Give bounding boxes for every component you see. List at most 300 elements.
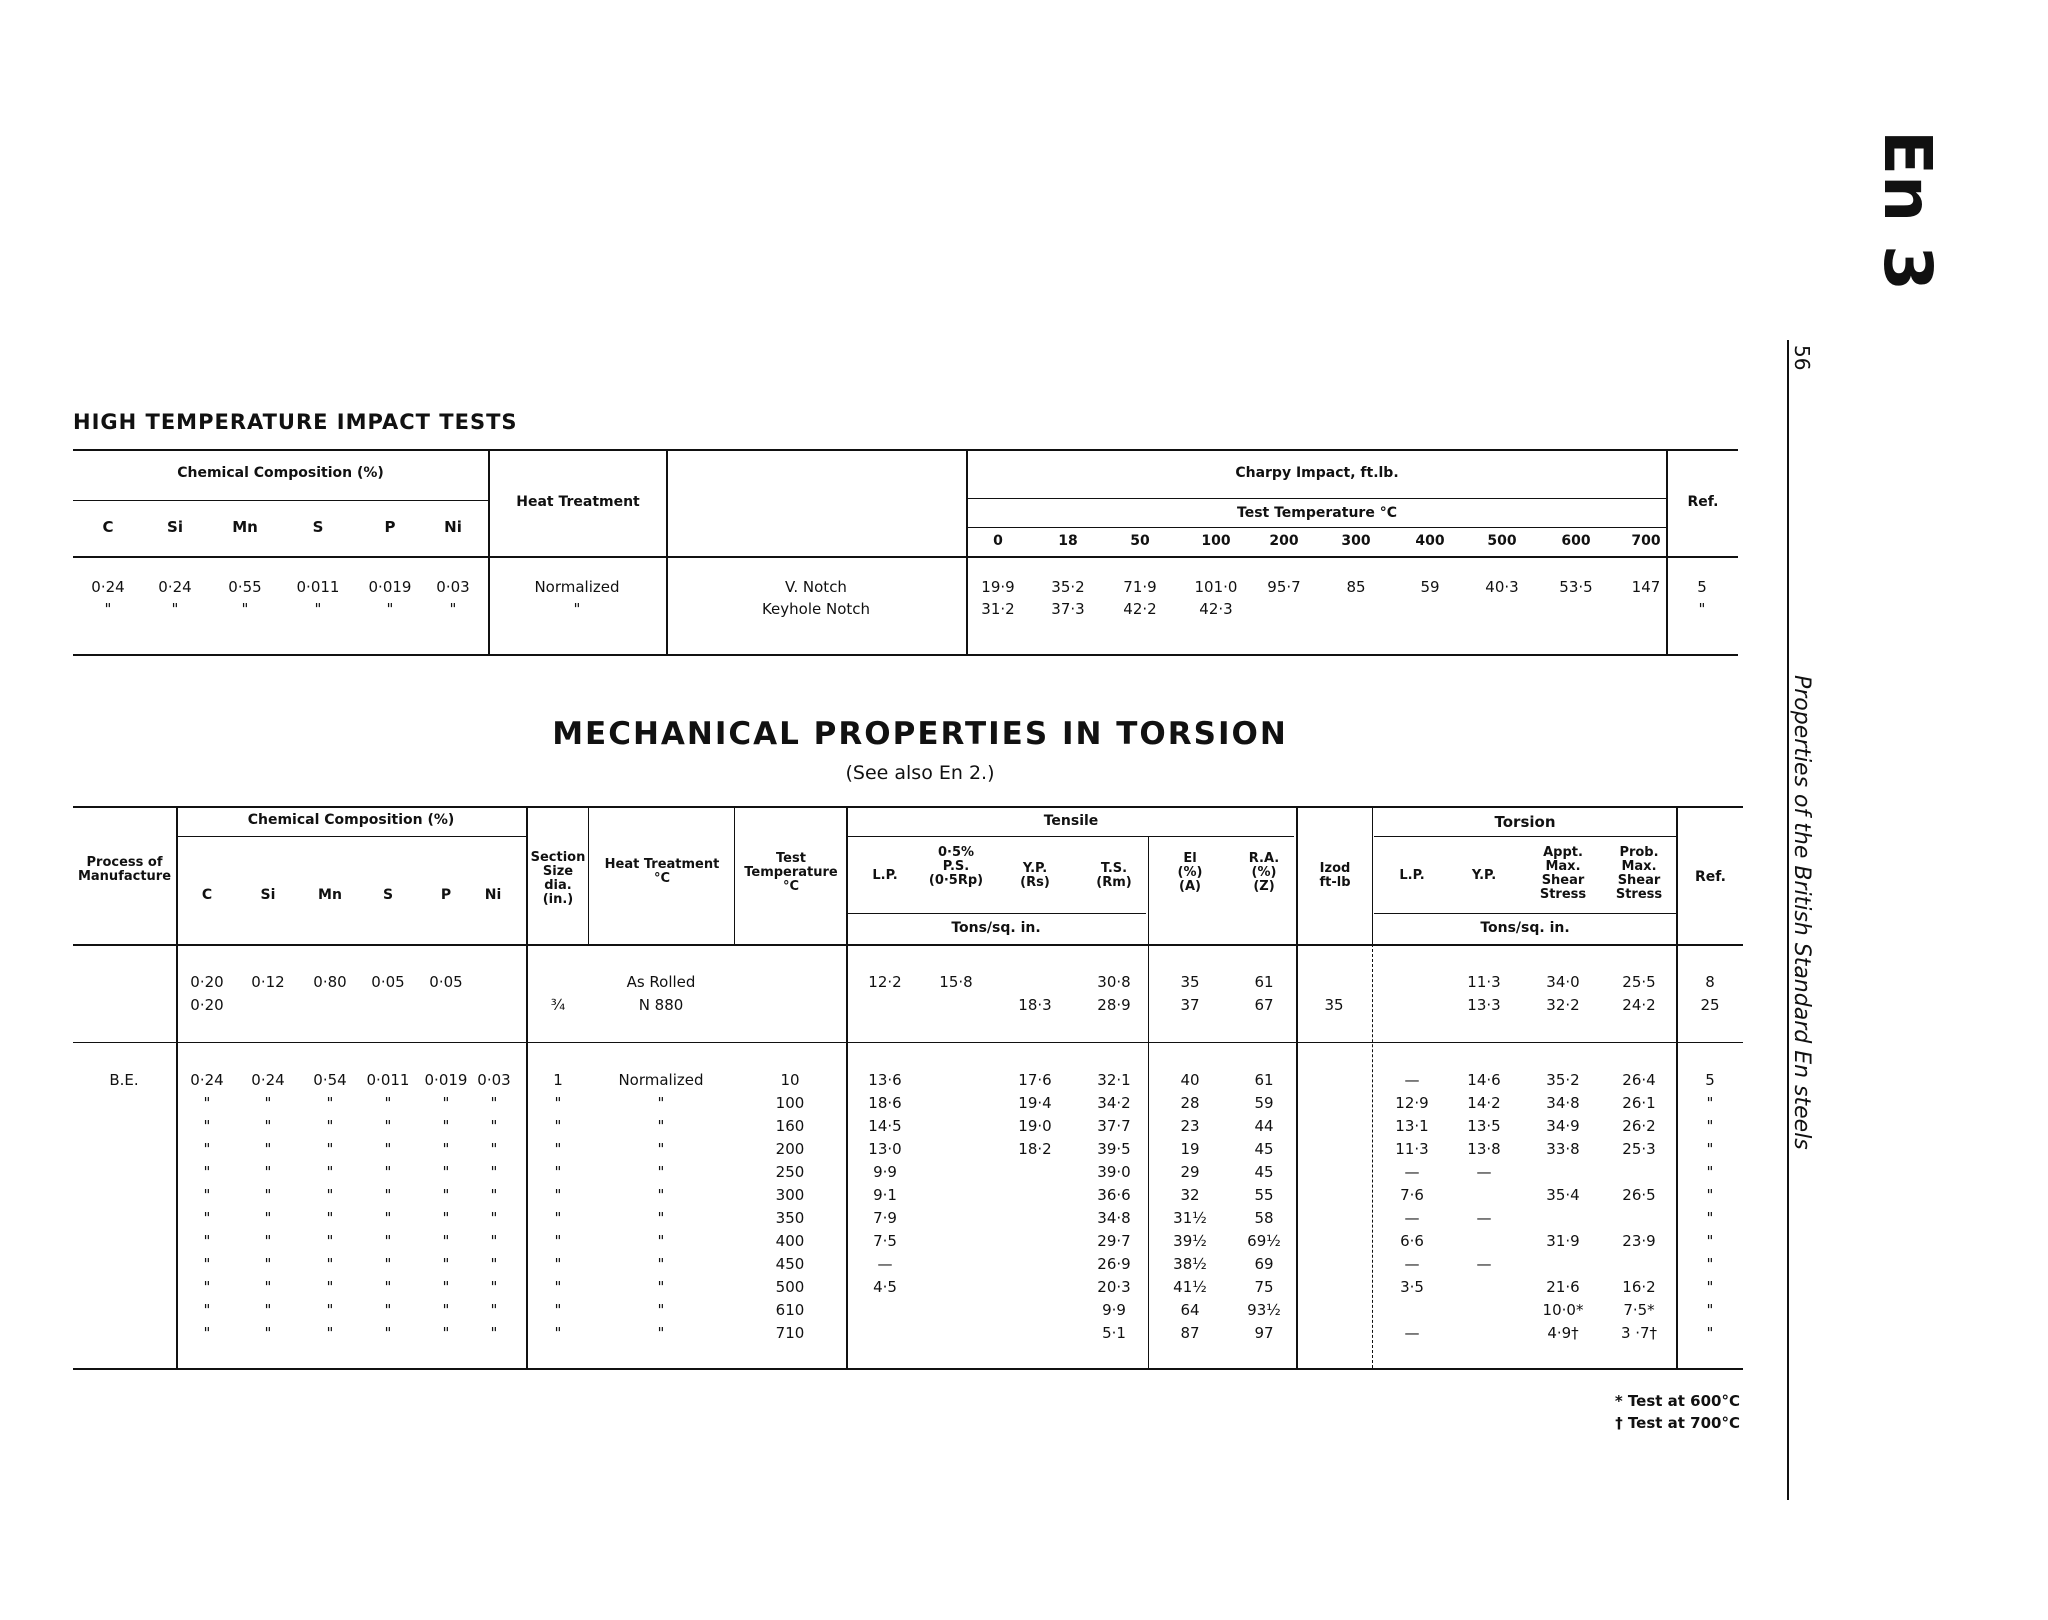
- torsion-cell-sec: ": [554, 1232, 562, 1250]
- torsion-cell-si: ": [264, 1163, 272, 1181]
- torsion-cell-ref: ": [1706, 1255, 1714, 1273]
- torsion-cell-si: ": [264, 1255, 272, 1273]
- torsion-cell-typ: 11·3: [1467, 973, 1501, 991]
- impact-notch-cell: Keyhole Notch: [761, 600, 871, 618]
- hdr-torsion-yp: Y.P.: [1471, 868, 1497, 883]
- torsion-cell-c: 0·24: [190, 1071, 224, 1089]
- torsion-cell-typ: 13·5: [1467, 1117, 1501, 1135]
- torsion-cell-appt: 33·8: [1546, 1140, 1580, 1158]
- torsion-cell-s: ": [384, 1209, 392, 1227]
- torsion-cell-ts: 29·7: [1097, 1232, 1131, 1250]
- hdr-el-mn: Mn: [318, 887, 342, 903]
- torsion-header-rule: [73, 944, 1743, 946]
- torsion-cell-appt: 10·0*: [1542, 1301, 1584, 1319]
- hdr-process: [73, 856, 176, 884]
- hdr-test-temp-1: Test: [776, 851, 806, 866]
- impact-chem-cell: ": [241, 600, 249, 618]
- torsion-cell-p: ": [442, 1117, 450, 1135]
- torsion-cell-tlp: 6·6: [1400, 1232, 1424, 1250]
- torsion-cell-ni: ": [490, 1163, 498, 1181]
- torsion-cell-el: 87: [1180, 1324, 1200, 1342]
- impact-heat-cell: ": [573, 600, 581, 618]
- impact-vline-1: [488, 449, 490, 654]
- hdr-ts: [1086, 862, 1142, 890]
- torsion-cell-c: ": [203, 1117, 211, 1135]
- torsion-cell-typ: 14·6: [1467, 1071, 1501, 1089]
- impact-chem-cell: 0·24: [158, 578, 192, 596]
- torsion-cell-typ: —: [1476, 1209, 1492, 1227]
- torsion-cell-sec: ¾: [550, 996, 566, 1014]
- torsion-cell-sec: 1: [553, 1071, 563, 1089]
- torsion-cell-ra: 59: [1254, 1094, 1274, 1112]
- torsion-cell-ra: 69: [1254, 1255, 1274, 1273]
- torsion-cell-c: ": [203, 1232, 211, 1250]
- torsion-cell-sec: ": [554, 1301, 562, 1319]
- torsion-cell-p: ": [442, 1140, 450, 1158]
- torsion-cell-s: ": [384, 1117, 392, 1135]
- impact-temp-400: 400: [1415, 533, 1445, 549]
- impact-chem-cell: 0·019: [368, 578, 412, 596]
- torsion-cell-tlp: —: [1404, 1071, 1420, 1089]
- hdr-torsion-lp: L.P.: [1399, 868, 1425, 883]
- torsion-cell-heat: ": [657, 1209, 665, 1227]
- torsion-cell-lp: 14·5: [868, 1117, 902, 1135]
- impact-charpy-header: Charpy Impact, ft.lb.: [1235, 465, 1399, 481]
- torsion-cell-p: 0·019: [424, 1071, 468, 1089]
- hdr-el-s: S: [382, 887, 394, 903]
- hdr-prob-4: Stress: [1615, 887, 1663, 902]
- torsion-cell-si: 0·12: [251, 973, 285, 991]
- torsion-cell-izod: 35: [1324, 996, 1344, 1014]
- hdr-ts-2: (Rm): [1096, 875, 1132, 890]
- hdr-heat: [590, 858, 734, 886]
- torsion-cell-ref: ": [1706, 1209, 1714, 1227]
- torsion-cell-ts: 39·5: [1097, 1140, 1131, 1158]
- hdr-section-1: Section: [530, 850, 586, 865]
- hdr-ps: [918, 846, 994, 888]
- torsion-cell-ni: ": [490, 1117, 498, 1135]
- torsion-cell-tlp: 13·1: [1395, 1117, 1429, 1135]
- torsion-cell-mn: ": [326, 1278, 334, 1296]
- torsion-cell-lp: 4·5: [873, 1278, 897, 1296]
- torsion-cell-sec: ": [554, 1094, 562, 1112]
- impact-value-cell: 85: [1346, 578, 1366, 596]
- hdr-el-si: Si: [260, 887, 276, 903]
- hdr-el-ni: Ni: [484, 887, 502, 903]
- torsion-cell-ts: 37·7: [1097, 1117, 1131, 1135]
- impact-el-mn: Mn: [232, 518, 258, 536]
- torsion-cell-prob: 24·2: [1622, 996, 1656, 1014]
- hdr-appt: [1530, 846, 1596, 902]
- impact-top-rule: [73, 449, 1738, 451]
- torsion-cell-ni: ": [490, 1186, 498, 1204]
- torsion-cell-heat: As Rolled: [626, 973, 696, 991]
- torsion-vline-prob: [1676, 806, 1678, 1368]
- impact-vline-2: [666, 449, 668, 654]
- hdr-heat-1: Heat Treatment: [604, 857, 720, 872]
- torsion-cell-p: ": [442, 1094, 450, 1112]
- torsion-bottom-rule: [73, 1368, 1743, 1370]
- impact-temp-300: 300: [1341, 533, 1371, 549]
- hdr-ra-1: R.A.: [1248, 851, 1280, 866]
- torsion-cell-ref: ": [1706, 1278, 1714, 1296]
- torsion-cell-temp: 450: [775, 1255, 805, 1273]
- impact-temp-700: 700: [1631, 533, 1661, 549]
- torsion-cell-s: ": [384, 1324, 392, 1342]
- footnote-600: * Test at 600°C: [1614, 1392, 1740, 1410]
- torsion-cell-el: 37: [1180, 996, 1200, 1014]
- impact-el-si: Si: [167, 518, 183, 536]
- torsion-cell-c: 0·20: [190, 996, 224, 1014]
- torsion-cell-heat: ": [657, 1140, 665, 1158]
- hdr-el-3: (A): [1179, 879, 1201, 894]
- torsion-cell-ra: 97: [1254, 1324, 1274, 1342]
- torsion-cell-mn: ": [326, 1186, 334, 1204]
- torsion-cell-sec: ": [554, 1209, 562, 1227]
- torsion-cell-ra: 67: [1254, 996, 1274, 1014]
- impact-heat-header: Heat Treatment: [516, 494, 640, 510]
- torsion-vline-heat: [734, 806, 735, 944]
- torsion-cell-s: ": [384, 1140, 392, 1158]
- impact-value-cell: 101·0: [1194, 578, 1238, 596]
- torsion-cell-ref: ": [1706, 1301, 1714, 1319]
- torsion-cell-heat: ": [657, 1232, 665, 1250]
- impact-charpy-rule: [968, 498, 1666, 499]
- impact-ref-header: Ref.: [1687, 494, 1719, 510]
- torsion-cell-p: ": [442, 1324, 450, 1342]
- impact-vline-4: [1666, 449, 1668, 654]
- hdr-tensile: Tensile: [1043, 813, 1099, 829]
- torsion-cell-s: ": [384, 1186, 392, 1204]
- torsion-cell-tlp: 11·3: [1395, 1140, 1429, 1158]
- torsion-cell-ts: 32·1: [1097, 1071, 1131, 1089]
- impact-chem-cell: 0·24: [91, 578, 125, 596]
- torsion-cell-lp: 12·2: [868, 973, 902, 991]
- torsion-vline-izod-dash: [1372, 944, 1373, 1368]
- torsion-cell-c: ": [203, 1163, 211, 1181]
- hdr-izod: [1298, 862, 1372, 890]
- torsion-cell-s: 0·05: [371, 973, 405, 991]
- torsion-cell-el: 39½: [1173, 1232, 1207, 1250]
- hdr-appt-1: Appt.: [1543, 845, 1583, 860]
- torsion-cell-typ: 14·2: [1467, 1094, 1501, 1112]
- torsion-cell-ts: 9·9: [1102, 1301, 1126, 1319]
- hdr-ps-1: 0·5%: [937, 845, 975, 860]
- impact-temp-100: 100: [1201, 533, 1231, 549]
- torsion-cell-ps: 15·8: [939, 973, 973, 991]
- torsion-cell-mn: ": [326, 1255, 334, 1273]
- torsion-cell-tlp: —: [1404, 1255, 1420, 1273]
- hdr-prob-1: Prob.: [1619, 845, 1659, 860]
- hdr-torsion: Torsion: [1494, 813, 1556, 831]
- torsion-cell-prob: 16·2: [1622, 1278, 1656, 1296]
- torsion-cell-yp: 19·0: [1018, 1117, 1052, 1135]
- torsion-cell-yp: 18·3: [1018, 996, 1052, 1014]
- torsion-cell-c: ": [203, 1301, 211, 1319]
- impact-notch-cell: V. Notch: [785, 578, 847, 596]
- torsion-chem-rule: [176, 836, 526, 837]
- hdr-izod-2: ft-lb: [1319, 875, 1351, 890]
- impact-chem-cell: ": [314, 600, 322, 618]
- torsion-cell-s: 0·011: [366, 1071, 410, 1089]
- torsion-cell-ts: 28·9: [1097, 996, 1131, 1014]
- torsion-cell-temp: 350: [775, 1209, 805, 1227]
- torsion-cell-c: ": [203, 1209, 211, 1227]
- torsion-cell-ni: ": [490, 1278, 498, 1296]
- torsion-vline-section: [588, 806, 589, 944]
- hdr-process-2: Manufacture: [77, 869, 172, 884]
- torsion-cell-ref: ": [1706, 1324, 1714, 1342]
- torsion-cell-lp: —: [877, 1255, 893, 1273]
- impact-chem-cell: ": [104, 600, 112, 618]
- hdr-test-temp-2: Temperature: [744, 865, 838, 880]
- torsion-cell-p: ": [442, 1163, 450, 1181]
- torsion-cell-ra: 69½: [1247, 1232, 1281, 1250]
- torsion-cell-si: ": [264, 1140, 272, 1158]
- torsion-cell-si: ": [264, 1278, 272, 1296]
- impact-chem-header: Chemical Composition (%): [177, 465, 384, 481]
- hdr-appt-2: Max.: [1545, 859, 1581, 874]
- hdr-el-c: C: [201, 887, 213, 903]
- torsion-cell-mn: 0·54: [313, 1071, 347, 1089]
- torsion-vline-temp: [846, 806, 848, 1368]
- hdr-el-p: P: [440, 887, 452, 903]
- impact-chem-cell: 0·55: [228, 578, 262, 596]
- impact-temp-0: 0: [993, 533, 1003, 549]
- torsion-cell-el: 31½: [1173, 1209, 1207, 1227]
- torsion-cell-temp: 100: [775, 1094, 805, 1112]
- impact-heat-cell: Normalized: [534, 578, 620, 596]
- hdr-section: [528, 851, 588, 907]
- torsion-cell-si: ": [264, 1186, 272, 1204]
- torsion-cell-temp: 160: [775, 1117, 805, 1135]
- torsion-cell-tlp: —: [1404, 1209, 1420, 1227]
- impact-value-cell: 40·3: [1485, 578, 1519, 596]
- torsion-cell-appt: 34·9: [1546, 1117, 1580, 1135]
- torsion-cell-mn: ": [326, 1324, 334, 1342]
- torsion-cell-yp: 18·2: [1018, 1140, 1052, 1158]
- torsion-cell-prob: 25·5: [1622, 973, 1656, 991]
- torsion-cell-tlp: 3·5: [1400, 1278, 1424, 1296]
- torsion-cell-typ: —: [1476, 1255, 1492, 1273]
- torsion-cell-si: 0·24: [251, 1071, 285, 1089]
- torsion-cell-el: 35: [1180, 973, 1200, 991]
- hdr-torsion-tons: Tons/sq. in.: [1480, 920, 1570, 936]
- impact-title: HIGH TEMPERATURE IMPACT TESTS: [73, 410, 518, 434]
- torsion-cell-ref: ": [1706, 1094, 1714, 1112]
- torsion-cell-ts: 5·1: [1102, 1324, 1126, 1342]
- torsion-cell-lp: 9·1: [873, 1186, 897, 1204]
- torsion-cell-ts: 20·3: [1097, 1278, 1131, 1296]
- torsion-cell-el: 32: [1180, 1186, 1200, 1204]
- torsion-cell-si: ": [264, 1209, 272, 1227]
- torsion-cell-prob: 7·5*: [1623, 1301, 1655, 1319]
- impact-temp-500: 500: [1487, 533, 1517, 549]
- torsion-cell-ra: 61: [1254, 1071, 1274, 1089]
- side-margin: [1760, 0, 2048, 1620]
- torsion-cell-appt: 4·9†: [1547, 1324, 1579, 1342]
- torsion-cell-c: ": [203, 1278, 211, 1296]
- torsion-cell-ts: 34·2: [1097, 1094, 1131, 1112]
- torsion-vline-ra: [1296, 806, 1298, 1368]
- torsion-cell-sec: ": [554, 1324, 562, 1342]
- torsion-cell-ref: ": [1706, 1232, 1714, 1250]
- hdr-ra: [1236, 852, 1292, 894]
- impact-header-rule: [73, 556, 1738, 558]
- hdr-lp: L.P.: [872, 868, 898, 883]
- torsion-cell-el: 40: [1180, 1071, 1200, 1089]
- torsion-cell-lp: 18·6: [868, 1094, 902, 1112]
- torsion-cell-s: ": [384, 1232, 392, 1250]
- hdr-heat-2: °C: [653, 871, 671, 886]
- torsion-cell-el: 23: [1180, 1117, 1200, 1135]
- hdr-section-4: (in.): [542, 892, 574, 907]
- torsion-cell-c: 0·20: [190, 973, 224, 991]
- torsion-cell-sec: ": [554, 1186, 562, 1204]
- torsion-cell-typ: —: [1476, 1163, 1492, 1181]
- impact-value-cell: 37·3: [1051, 600, 1085, 618]
- hdr-el-1: El: [1183, 851, 1197, 866]
- torsion-cell-ra: 61: [1254, 973, 1274, 991]
- torsion-cell-mn: ": [326, 1117, 334, 1135]
- torsion-tensile-rule: [846, 836, 1294, 837]
- impact-chem-cell: 0·011: [296, 578, 340, 596]
- torsion-cell-heat: ": [657, 1324, 665, 1342]
- torsion-cell-lp: 7·5: [873, 1232, 897, 1250]
- torsion-cell-prob: 3 ·7†: [1620, 1324, 1658, 1342]
- torsion-cell-p: ": [442, 1232, 450, 1250]
- torsion-cell-heat: ": [657, 1255, 665, 1273]
- torsion-vline-process: [176, 806, 178, 1368]
- torsion-cell-yp: 17·6: [1018, 1071, 1052, 1089]
- torsion-cell-el: 41½: [1173, 1278, 1207, 1296]
- torsion-cell-s: ": [384, 1278, 392, 1296]
- torsion-cell-ts: 30·8: [1097, 973, 1131, 991]
- hdr-yp: [1010, 862, 1060, 890]
- impact-temp-600: 600: [1561, 533, 1591, 549]
- torsion-cell-c: ": [203, 1186, 211, 1204]
- torsion-cell-el: 19: [1180, 1140, 1200, 1158]
- impact-temp-header: Test Temperature °C: [1237, 505, 1397, 521]
- hdr-prob-2: Max.: [1621, 859, 1657, 874]
- torsion-cell-c: ": [203, 1324, 211, 1342]
- torsion-subtitle: (See also En 2.): [845, 762, 995, 784]
- torsion-cell-p: ": [442, 1255, 450, 1273]
- torsion-cell-s: ": [384, 1163, 392, 1181]
- impact-temp-rule: [968, 527, 1666, 528]
- impact-value-cell: 59: [1420, 578, 1440, 596]
- impact-el-s: S: [312, 518, 324, 536]
- torsion-cell-sec: ": [554, 1163, 562, 1181]
- torsion-cell-mn: ": [326, 1301, 334, 1319]
- torsion-title: MECHANICAL PROPERTIES IN TORSION: [552, 716, 1288, 752]
- hdr-el-2: (%): [1177, 865, 1203, 880]
- torsion-cell-temp: 500: [775, 1278, 805, 1296]
- impact-chem-cell: ": [386, 600, 394, 618]
- torsion-cell-ni: ": [490, 1209, 498, 1227]
- torsion-cell-heat: ": [657, 1186, 665, 1204]
- torsion-cell-temp: 250: [775, 1163, 805, 1181]
- torsion-cell-lp: 13·6: [868, 1071, 902, 1089]
- torsion-cell-prob: 26·4: [1622, 1071, 1656, 1089]
- torsion-cell-ni: ": [490, 1094, 498, 1112]
- hdr-tons: Tons/sq. in.: [951, 920, 1041, 936]
- torsion-cell-mn: ": [326, 1094, 334, 1112]
- torsion-cell-si: ": [264, 1117, 272, 1135]
- torsion-cell-mn: ": [326, 1140, 334, 1158]
- hdr-izod-1: Izod: [1319, 861, 1351, 876]
- torsion-cell-heat: ": [657, 1117, 665, 1135]
- torsion-cell-yp: 19·4: [1018, 1094, 1052, 1112]
- torsion-cell-sec: ": [554, 1117, 562, 1135]
- torsion-cell-ra: 55: [1254, 1186, 1274, 1204]
- torsion-cell-ni: ": [490, 1301, 498, 1319]
- torsion-cell-temp: 400: [775, 1232, 805, 1250]
- impact-chem-rule: [73, 500, 488, 501]
- hdr-section-3: dia.: [544, 878, 572, 893]
- side-running-title: Properties of the British Standard En steels: [1789, 675, 1814, 1150]
- torsion-cell-tlp: 7·6: [1400, 1186, 1424, 1204]
- torsion-cell-heat: Normalized: [618, 1071, 704, 1089]
- torsion-cell-si: ": [264, 1232, 272, 1250]
- torsion-cell-p: ": [442, 1278, 450, 1296]
- torsion-cell-ra: 75: [1254, 1278, 1274, 1296]
- impact-value-cell: 95·7: [1267, 578, 1301, 596]
- torsion-cell-ref: ": [1706, 1163, 1714, 1181]
- torsion-cell-s: ": [384, 1301, 392, 1319]
- torsion-cell-appt: 21·6: [1546, 1278, 1580, 1296]
- torsion-cell-prob: 26·5: [1622, 1186, 1656, 1204]
- torsion-torsion-rule: [1374, 836, 1676, 837]
- hdr-appt-3: Shear: [1541, 873, 1585, 888]
- torsion-cell-appt: 34·8: [1546, 1094, 1580, 1112]
- impact-value-cell: 19·9: [981, 578, 1015, 596]
- torsion-cell-sec: ": [554, 1255, 562, 1273]
- hdr-process-1: Process of: [86, 855, 163, 870]
- torsion-cell-ra: 45: [1254, 1140, 1274, 1158]
- torsion-cell-lp: 13·0: [868, 1140, 902, 1158]
- torsion-tons-rule: [846, 913, 1146, 914]
- impact-chem-cell: ": [449, 600, 457, 618]
- torsion-cell-ni: ": [490, 1232, 498, 1250]
- torsion-cell-typ: 13·8: [1467, 1140, 1501, 1158]
- hdr-chem: Chemical Composition (%): [247, 812, 455, 828]
- hdr-el: [1162, 852, 1218, 894]
- torsion-cell-c: ": [203, 1094, 211, 1112]
- impact-value-cell: 31·2: [981, 600, 1015, 618]
- torsion-cell-mn: ": [326, 1209, 334, 1227]
- hdr-prob: [1606, 846, 1672, 902]
- torsion-cell-ref: 8: [1705, 973, 1715, 991]
- torsion-cell-el: 28: [1180, 1094, 1200, 1112]
- impact-value-cell: 42·3: [1199, 600, 1233, 618]
- impact-value-cell: 35·2: [1051, 578, 1085, 596]
- torsion-cell-tlp: 12·9: [1395, 1094, 1429, 1112]
- torsion-top-rule: [73, 806, 1743, 808]
- impact-el-p: P: [384, 518, 396, 536]
- impact-bottom-rule: [73, 654, 1738, 656]
- torsion-cell-ra: 45: [1254, 1163, 1274, 1181]
- torsion-cell-prob: 26·2: [1622, 1117, 1656, 1135]
- impact-temp-18: 18: [1058, 533, 1078, 549]
- torsion-cell-ni: 0·03: [477, 1071, 511, 1089]
- torsion-cell-si: ": [264, 1094, 272, 1112]
- torsion-cell-appt: 35·2: [1546, 1071, 1580, 1089]
- torsion-cell-ref: 5: [1705, 1071, 1715, 1089]
- torsion-cell-temp: 10: [780, 1071, 800, 1089]
- side-page-number: 56: [1790, 345, 1814, 371]
- impact-el-c: C: [102, 518, 114, 536]
